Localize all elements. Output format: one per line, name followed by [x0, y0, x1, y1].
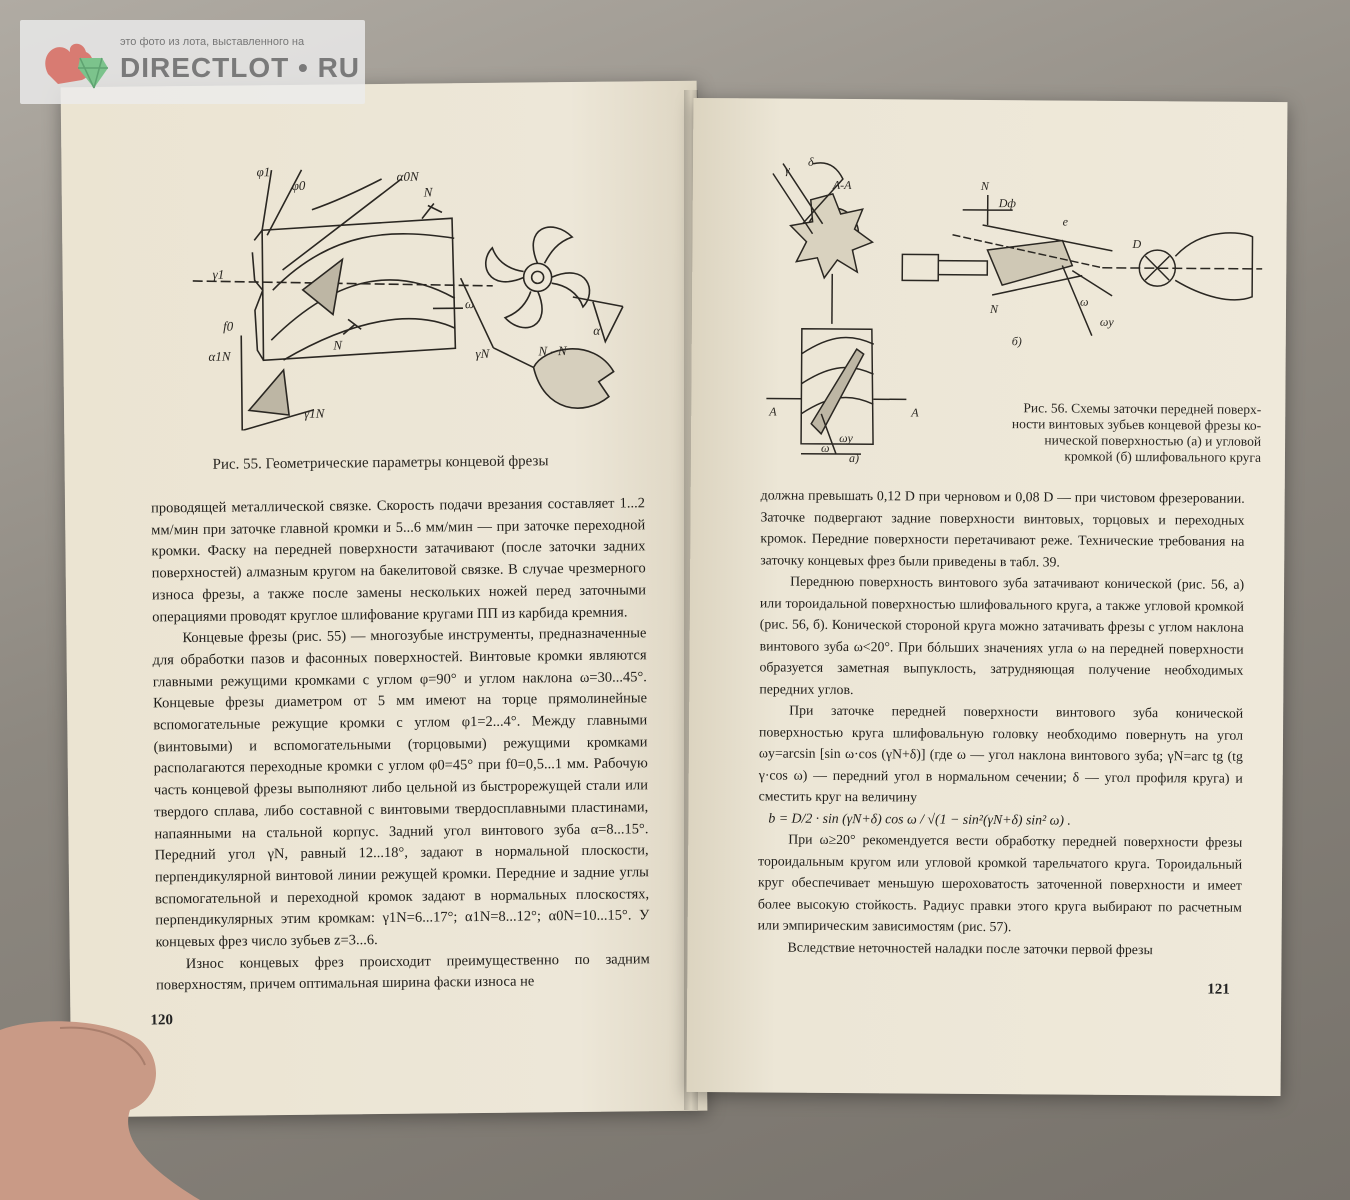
right-page-body	[757, 484, 1244, 960]
caption-line: кромкой (б) шлифовального круга	[1064, 448, 1262, 465]
fig56-label-A-right: A	[911, 405, 919, 420]
fig55-label-gamma1: γ1	[212, 266, 225, 282]
right-page	[687, 98, 1288, 1096]
fig56-label-A-left: A	[769, 404, 777, 419]
right-paragraph: При ω≥20° рекомендуется вести обработку передней поверхности фрезы тороидальным кругом или угловой кромкой тарельчатого круга. Тороидальный круг обеспечивает меньшую шероховатость заточенной поверхности и имеет более высокую стойкость. Радиус правки этого круга выбирают по расчетным или эмпирическим зависимостям (рис. 57).	[757, 831, 1243, 935]
watermark-brand: DIRECTLOT • RU	[120, 52, 361, 83]
fig56-label-omega: ω	[1080, 294, 1089, 309]
figure-55-caption: Рис. 55. Геометрические параметры концевой фрезы	[212, 453, 549, 473]
left-paragraph: проводящей металлической связке. Скорость подачи врезания составляет 1...2 мм/мин при заточке главной кромки и 5...6 мм/мин — при заточке переходной кромки. Фаску на передней поверхности затачивают (после заточки задних поверхностей) алмазным кругом на бакелитовой связке. В случае чрезмерного износа фрезы, а также после замены нескольких ножей перед заточными операциями проводят круглое шлифование кругами ПП из карбида кремния.	[150, 495, 647, 625]
fig55-label-n-top: N	[423, 184, 433, 200]
hand	[0, 1010, 220, 1200]
fig55-label-phi0: φ0	[291, 177, 306, 193]
fig55-label-nn: N - N	[538, 343, 567, 359]
fig55-label-alpha0n: α0N	[396, 168, 419, 184]
left-paragraph: Концевые фрезы (рис. 55) — многозубые инструменты, предназначенные для обработки пазов и фасонных поверхностей. Винтовые кромки являются главными режущими кромками с углом φ=90° и углом наклона ω=30...45°. Концевые фрезы диаметром от 5 мм имеют на торце прямолинейные вспомогательные режущие кромки с углом φ1=2...4°. Между главными (винтовыми) и вспомогательными (торцовыми) режущими кромками располагаются переходные кромки с углом φ0=45° при f0=0,5...1 мм. Рабочую часть концевой фрезы выполняют либо цельной из быстрорежущей стали или твердого сплава, либо составной с винтовыми твердосплавными пластинами, напаянными на стальной корпус. Задний угол винтового зуба α=8...15°. Передний угол γN, равный 12...18°, задают в нормальной плоскости, перпендикулярной винтовой линии режущей кромки. Передние и задние углы вспомогательной и переходной кромок задают в нормальных плоскостях, перпендикулярных этим кромкам: γ1N=6...17°; α1N=8...12°; α0N=10...15°. У концевых фрез число зубьев z=3...6.	[152, 625, 650, 951]
fig56-label-gamma: γ	[784, 162, 790, 177]
fig55-label-phi1: φ1	[256, 164, 271, 180]
page-number-left: 120	[150, 1012, 173, 1029]
fig56-label-a: а)	[848, 451, 860, 466]
fig55-label-alpha: α	[593, 322, 601, 338]
left-page	[61, 81, 708, 1118]
fig56-label-delta: δ	[807, 154, 814, 169]
fig55-label-f0: f0	[223, 318, 234, 334]
fig56-label-omegay: ωy	[1099, 314, 1114, 329]
figure-55	[191, 156, 644, 431]
fig56-label-n-bottom: N	[989, 302, 999, 317]
caption-line: нической поверхностью (а) и угловой	[1044, 432, 1262, 449]
page-number-right: 121	[1207, 981, 1230, 998]
fig55-label-gammaN: γN	[475, 345, 490, 362]
fig56-label-dphi: Dф	[998, 196, 1016, 211]
right-paragraph: должна превышать 0,12 D при черновом и 0,08 D — при чистовом фрезеровании. Заточке подвергают задние поверхности винтовых, торцовых и переходных кромок. Передние поверхности перетачивают реже. Технические требования на заточку концевых фрез были приведены в табл. 39.	[760, 487, 1245, 570]
formula: b = D/2 · sin (γN+δ) cos ω / √(1 − sin²(γN+δ) sin² ω) .	[768, 809, 1071, 828]
fig56-label-omega-a: ω	[820, 440, 830, 455]
caption-line: ности винтовых зубьев концевой фрезы ко-	[1011, 416, 1262, 433]
fig55-label-gamma1n: γ1N	[303, 405, 325, 421]
left-page-body	[151, 493, 650, 997]
fig56-label-omegay-a: ωy	[839, 430, 853, 446]
right-paragraph: Переднюю поверхность винтового зуба затачивают конической (рис. 56, а) или тороидальной поверхностью шлифовального круга, а также угловой кромкой (рис. 56, б). Конической стороной круга можно затачивать фрезы с углом наклона винтового зуба ω<20°. При бóльших значениях угла ω на передней поверхности образуется заметная выпуклость, затрудняющая получение необходимых передних углов.	[759, 573, 1245, 697]
fig55-label-alpha1n: α1N	[208, 348, 231, 364]
watermark-caption: это фото из лота, выставленного на	[120, 36, 305, 48]
fig56-label-D: D	[1132, 237, 1142, 252]
watermark	[20, 20, 365, 104]
fig56-label-b: б)	[1011, 334, 1022, 349]
left-paragraph: Износ концевых фрез происходит преимущественно по задним поверхностям, причем оптимальная ширина фаски износа не	[155, 951, 650, 994]
caption-line: Рис. 56. Схемы заточки передней поверх-	[1023, 400, 1262, 417]
right-paragraph: При заточке передней поверхности винтового зуба конической поверхностью круга шлифовальную головку необходимо повернуть на угол ωy=arcsin [sin ω·cos (γN+δ)] (где ω — угол наклона винтового зуба; γN=arc tg (tg γ·cos ω) — передний угол в нормальном сечении; δ — угол профиля круга) и сместить круг на величину	[758, 702, 1244, 805]
fig56-label-e: e	[1062, 214, 1068, 229]
squirrel-logo-icon	[38, 34, 114, 94]
right-paragraph: Вследствие неточностей наладки после заточки первой фрезы	[787, 939, 1153, 957]
fig56-label-n-top: N	[980, 178, 989, 194]
figure-56-caption	[941, 400, 1261, 466]
fig56-label-aa: А-А	[832, 177, 852, 193]
fig55-label-n-bottom: N	[333, 337, 343, 353]
fig55-label-omega: ω	[464, 296, 475, 312]
